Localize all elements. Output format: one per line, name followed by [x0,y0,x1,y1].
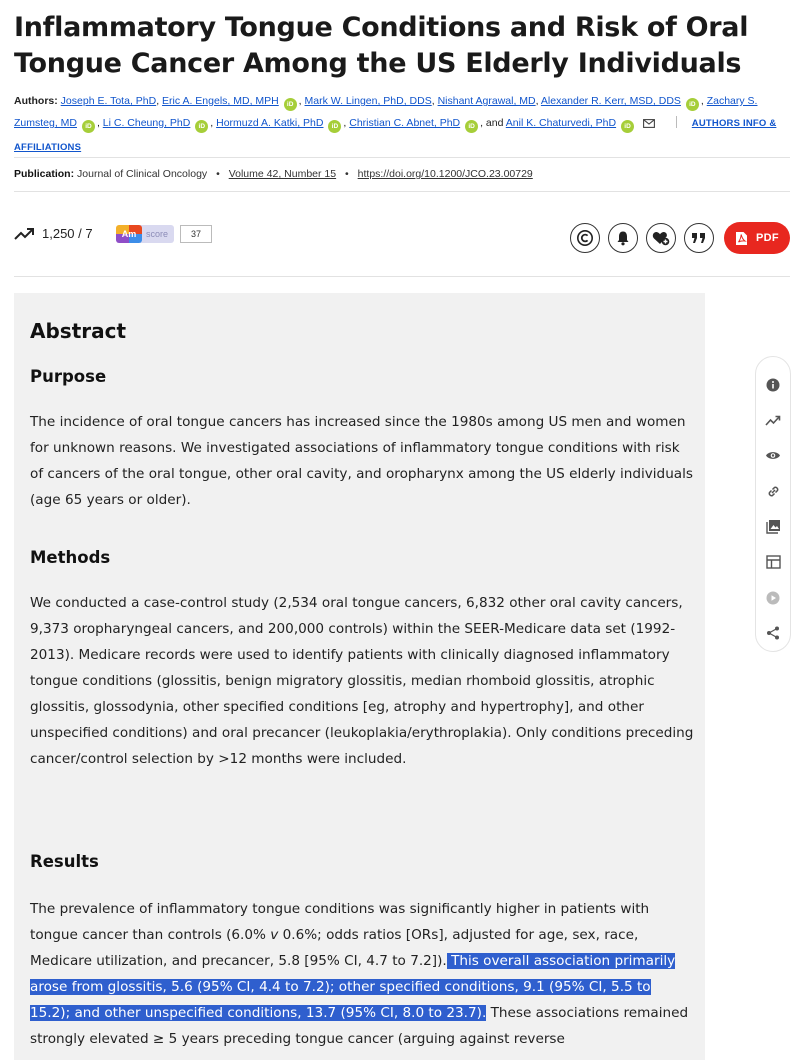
divider [14,191,790,192]
cite-button[interactable] [684,223,714,253]
table-icon [766,555,781,569]
methods-text: We conducted a case-control study (2,534 oral tongue cancers, 6,832 other oral cavity cancers, 9,373 oropharyngeal cancers, and 200,000 controls) within the SEER-Medicare data set (1992-2013). Medicare records were used to identify patients with clinically diagnosed inflammatory tongue conditions (glossitis, benign migratory glossitis, median rhomboid glossitis, atrophic glossitis, glossodynia, other specified conditions [eg, atrophy and hypertrophy], and other unspecified conditions) and oral precancer (leukoplakia/erythroplakia). Only conditions preceding cancer/control selection by >12 months were included. [30,595,694,767]
author-link[interactable]: Christian C. Abnet, PhD [349,117,461,129]
link-button[interactable] [762,474,784,510]
doi-link[interactable]: https://doi.org/10.1200/JCO.23.00729 [357,168,533,180]
author-link[interactable]: Eric A. Engels, MD, MPH [162,95,279,107]
author-link[interactable]: Zachary S. Zumsteg, MD [14,95,758,129]
share-icon [766,626,780,640]
purpose-text: The incidence of oral tongue cancers has increased since the 1980s among US men and women for unknown reasons. We investigated associations of inflammatory tongue conditions with risk of cancers of the oral tongue, other oral cavity, and oropharynx among the US elderly individuals (age 65 years or older). [30,414,693,508]
figures-button[interactable] [762,509,784,545]
metrics-button[interactable] [762,403,784,439]
orcid-icon[interactable]: iD [82,120,95,133]
purpose-heading: Purpose [30,367,107,386]
author-link[interactable]: Alexander R. Kerr, MSD, DDS [540,95,681,107]
author-link[interactable]: Li C. Cheung, PhD [102,117,191,129]
trending-icon [14,227,34,241]
author-link[interactable]: Hormuzd A. Katki, PhD [216,117,324,129]
abstract-heading: Abstract [30,319,127,343]
altmetric-badge[interactable] [116,225,212,243]
copyright-icon [576,229,594,247]
metrics-row [14,222,790,252]
results-heading: Results [30,852,99,871]
info-button[interactable] [762,367,784,403]
results-text: The prevalence of inflammatory tongue conditions was significantly higher in patients with tongue cancer than controls (6.0% v 0.6%; odds ratios [ORs], adjusted for age, sex, race, Medicare utilization, and precancer, 5.8 [95% CI, 4.7 to 7.2]). This overall association primarily arose from glossitis, 5.6 (95% CI, 4.4 to 7.2); other specified conditions, 9.1 (95% CI, 5.5 to 15.2); and other unspecified conditions, 13.7 (95% CI, 8.0 to 23.7). These associations remained strongly elevated ≥ 5 years preceding tongue cancer (arguing against reverse [30,901,689,1047]
orcid-icon[interactable]: iD [328,120,341,133]
abstract-section [14,293,705,1060]
views-count: 1,250 / 7 [42,226,93,241]
info-icon [766,378,780,392]
divider [14,276,790,277]
media-button[interactable] [762,580,784,616]
side-toolbar [755,356,791,652]
view-button[interactable] [762,438,784,474]
publication-line [14,165,792,183]
authors-line: Authors: Joseph E. Tota, PhD, Eric A. Engels, MD, MPH iD , Mark W. Lingen, PhD, DDS, Nishant Agrawal, MD, Alexander R. Kerr, MSD, DDS iD , Zachary S. Zumsteg, MD iD , Li C. Cheung, PhD iD , Hormuzd A. Katki, PhD iD , Christian C. Abnet, PhD iD , and Anil K. Chaturvedi, PhD iD AUTHORS INFO & AFFILIATIONS [14,95,777,153]
orcid-icon[interactable]: iD [465,120,478,133]
article-title: Inflammatory Tongue Conditions and Risk of Oral Tongue Cancer Among the US Elderly Individuals [14,12,749,79]
play-icon [766,591,780,605]
tables-button[interactable] [762,545,784,581]
selected-text: This overall association primarily arose from glossitis, 5.6 (95% CI, 4.4 to 7.2); other specified conditions, 9.1 (95% CI, 5.5 to 15.2); and other unspecified conditions, 13.7 (95% CI, 8.0 to 23.7). [30,953,676,1021]
bell-icon [615,230,631,246]
journal-name: Journal of Clinical Oncology [77,168,208,180]
pdf-label: PDF [756,232,779,244]
author-link[interactable]: Joseph E. Tota, PhD [60,95,157,107]
author-link[interactable]: Anil K. Chaturvedi, PhD [505,117,617,129]
altmetric-donut-icon: Am [116,225,142,243]
views-metric[interactable] [14,226,93,241]
heart-add-icon [652,230,670,246]
pdf-button[interactable] [724,222,790,254]
bullet: • [216,168,220,180]
author-link[interactable]: Mark W. Lingen, PhD, DDS [304,95,432,107]
eye-icon [765,450,781,461]
favorite-button[interactable] [646,223,676,253]
trend-icon [765,415,781,426]
alert-button[interactable] [608,223,638,253]
orcid-icon[interactable]: iD [195,120,208,133]
divider [14,157,790,158]
author-link[interactable]: Nishant Agrawal, MD [437,95,536,107]
authors-info-link[interactable]: AUTHORS INFO & AFFILIATIONS [14,118,777,153]
and-word: and [485,117,504,129]
article-actions [562,222,790,254]
orcid-icon[interactable]: iD [621,120,634,133]
quote-icon [691,232,707,244]
methods-heading: Methods [30,548,111,567]
mail-icon[interactable] [643,114,655,136]
permissions-button[interactable] [570,223,600,253]
publication-label: Publication: [14,168,75,180]
separator [676,116,677,128]
share-button[interactable] [762,616,784,652]
link-icon [766,484,781,499]
altmetric-label: score [140,225,174,243]
orcid-icon[interactable]: iD [284,98,297,111]
orcid-icon[interactable]: iD [686,98,699,111]
authors-label: Authors: [14,95,58,107]
altmetric-score: 37 [180,225,212,243]
volume-link[interactable]: Volume 42, Number 15 [228,168,337,180]
image-icon [766,519,781,534]
pdf-icon [735,231,748,246]
bullet: • [345,168,349,180]
